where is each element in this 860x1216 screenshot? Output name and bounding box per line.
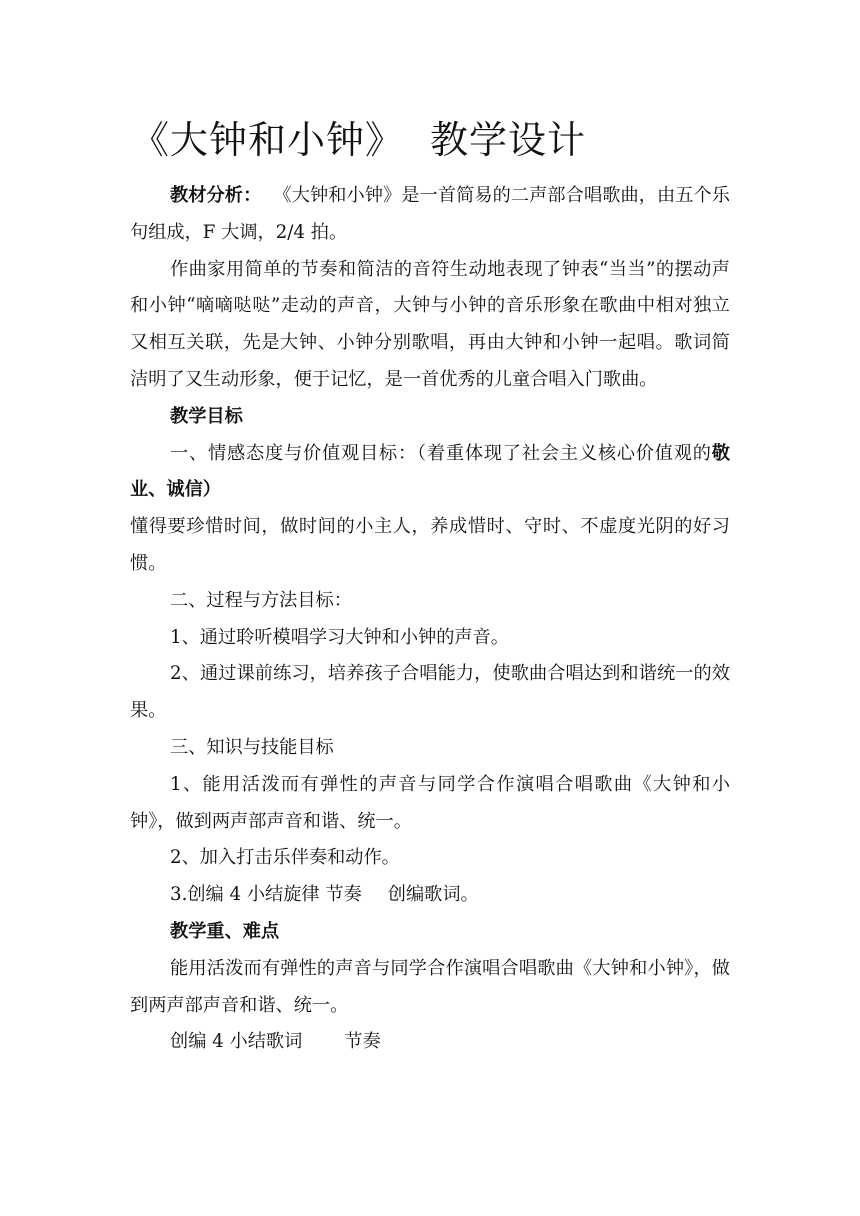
goal1-text: 一、情感态度与价值观目标：（着重体现了社会主义核心价值观的: [170, 442, 712, 464]
document-title: [131, 108, 751, 172]
goal3-item-3-a: 3.创编 4 小结旋律 节奏: [170, 884, 362, 906]
document-body: [130, 178, 730, 1061]
key-points-text: 能用活泼而有弹性的声音与同学合作演唱合唱歌曲《大钟和小钟》，做到两声部声音和谐、统一。: [130, 957, 730, 1016]
goal3-item-3: [130, 877, 730, 914]
analysis-label: 教材分析：: [170, 185, 262, 206]
key-last-a: 创编 4 小结歌词: [170, 1031, 303, 1053]
goal3-item-1: 1、能用活泼而有弹性的声音与同学合作演唱合唱歌曲《大钟和小钟》，做到两声部声音和谐、统一。: [130, 773, 730, 832]
key-points-last: [130, 1024, 730, 1061]
goal1-close: ）: [202, 479, 221, 501]
key-points-heading: 教学重、难点: [170, 920, 280, 942]
goal2-item-2: 2、通过课前练习，培养孩子合唱能力，使歌曲合唱达到和谐统一的效果。: [130, 663, 730, 722]
goal3-item-3-b: 创编歌词。: [387, 884, 479, 906]
goal3-item-2: 2、加入打击乐伴奏和动作。: [170, 847, 400, 869]
analysis-paragraph-2: 作曲家用简单的节奏和简洁的音符生动地表现了钟表“当当”的摆动声和小钟“嘀嘀哒哒”走动的声音，大钟与小钟的音乐形象在歌曲中相对独立又相互关联，先是大钟、小钟分别歌唱，再由大钟和小钟一起唱。歌词简洁明了又生动形象，便于记忆，是一首优秀的儿童合唱入门歌曲。: [130, 258, 730, 390]
analysis-text: 《大钟和小钟》是一首简易的二声部合唱歌曲，由五个乐句组成，F 大调，2/4 拍。: [130, 185, 730, 243]
goal1-detail: 懂得要珍惜时间，做时间的小主人，养成惜时、守时、不虚度光阴的好习惯。: [130, 516, 730, 574]
goal1-bold-values: 敬业、诚信: [130, 442, 730, 501]
goal2-item-1: 1、通过聆听模唱学习大钟和小钟的声音。: [170, 626, 509, 648]
key-last-b: 节奏: [344, 1031, 381, 1053]
goal1-paragraph: [130, 436, 730, 510]
goals-heading: 教学目标: [170, 405, 243, 427]
title-rest: 教学设计: [430, 118, 587, 162]
goal3-heading: 三、知识与技能目标: [170, 736, 334, 758]
goal2-heading: 二、过程与方法目标：: [170, 589, 352, 611]
analysis-paragraph: [130, 178, 730, 252]
title-song-name: 《大钟和小钟》: [131, 118, 405, 162]
